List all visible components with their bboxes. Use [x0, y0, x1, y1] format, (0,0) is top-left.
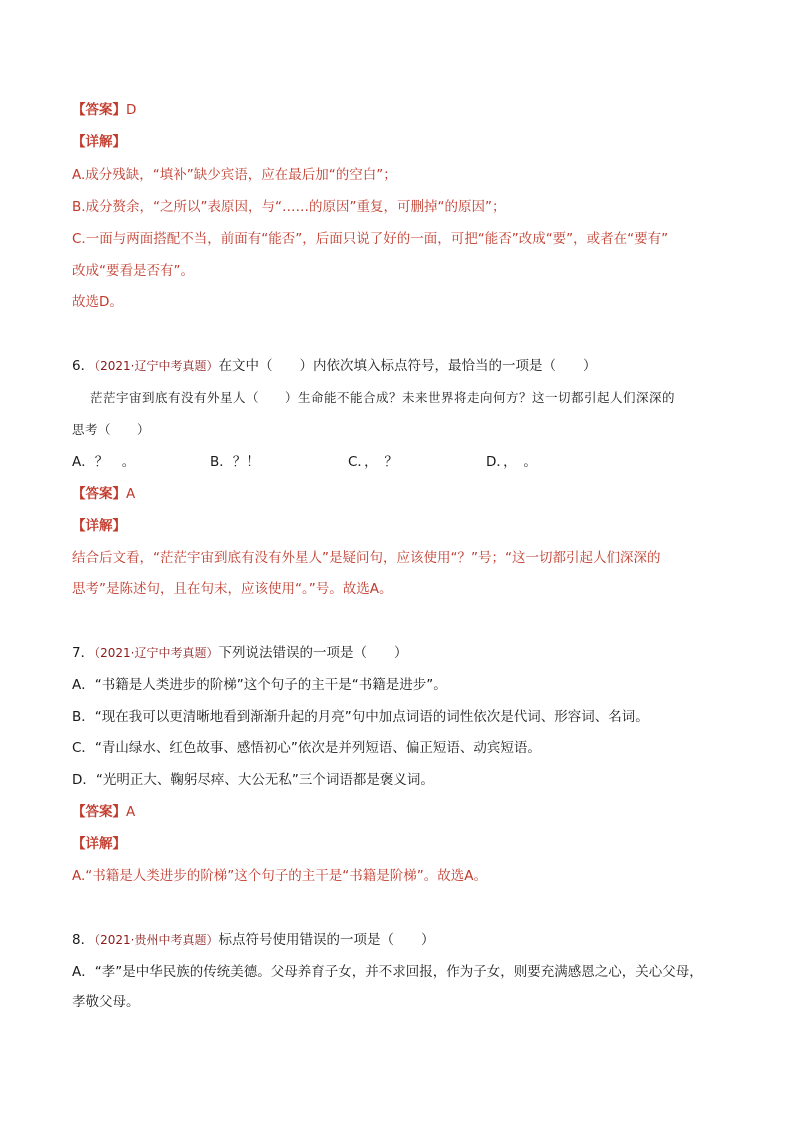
q5-detail-line: 故选D。: [72, 294, 123, 310]
answer-value: A: [126, 804, 136, 820]
q5-answer: [72, 100, 734, 120]
question-number: 6．: [72, 358, 95, 374]
answer-tag: 【答案】: [72, 804, 126, 820]
answer-tag: 【答案】: [72, 486, 126, 502]
q6-stem: [72, 356, 734, 376]
q6-detail-line: 思考”是陈述句，且在句末，应该使用“。”号。故选A。: [72, 581, 393, 597]
question-stem: 下列说法错误的一项是（ ）: [218, 645, 408, 661]
detail-tag: 【详解】: [72, 518, 126, 534]
answer-tag: 【答案】: [72, 102, 126, 118]
q5-detail-line: A.成分残缺，“填补”缺少宾语，应在最后加“的空白”；: [72, 167, 397, 183]
question-number: 8．: [72, 932, 95, 948]
answer-value: D: [126, 102, 137, 118]
option-d: D．， 。: [486, 454, 537, 470]
q8-option-a-cont: 孝敬父母。: [72, 994, 140, 1010]
q7-option-a: A．“书籍是人类进步的阶梯”这个句子的主干是“书籍是进步”。: [72, 677, 447, 693]
q6-detail-line: 结合后文看，“茫茫宇宙到底有没有外星人”是疑问句，应该使用“？”号；“这一切都引起人们深深的: [72, 550, 661, 566]
q5-detail-tag: [72, 132, 734, 152]
question-source: （2021·辽宁中考真题）: [94, 646, 219, 660]
question-number: 7．: [72, 645, 95, 661]
q5-detail-line: 改成“要看是否有”。: [72, 263, 194, 279]
detail-tag: 【详解】: [72, 836, 126, 852]
question-stem: 在文中（ ）内依次填入标点符号，最恰当的一项是（ ）: [218, 358, 597, 374]
q7-detail-line: A.“书籍是人类进步的阶梯”这个句子的主干是“书籍是阶梯”。故选A。: [72, 868, 487, 884]
q7-option-d: D．“光明正大、鞠躬尽瘁、大公无私”三个词语都是褒义词。: [72, 772, 434, 788]
q7-option-b: B．“现在我可以更清晰地看到渐渐升起的月亮”句中加点词语的词性依次是代词、形容词、名词。: [72, 709, 649, 725]
option-b: B．？！: [210, 454, 260, 470]
question-source: （2021·贵州中考真题）: [94, 933, 219, 947]
q6-quote-line: 茫茫宇宙到底有没有外星人（ ）生命能不能合成？未来世界将走向何方？这一切都引起人们深深的: [90, 390, 676, 405]
option-a: A．？ 。: [72, 454, 136, 470]
q6-quote-line: 思考（ ）: [72, 422, 151, 437]
q7-detail-tag: [72, 834, 734, 854]
q5-detail-line: C.一面与两面搭配不当，前面有“能否”，后面只说了好的一面，可把“能否”改成“要”，或者在“要有”: [72, 231, 669, 247]
q6-answer: [72, 484, 734, 504]
q6-detail-tag: [72, 516, 734, 536]
q7-stem: [72, 643, 734, 663]
answer-value: A: [126, 486, 136, 502]
question-source: （2021·辽宁中考真题）: [94, 359, 219, 373]
q7-answer: [72, 802, 734, 822]
q8-option-a: A．“孝”是中华民族的传统美德。父母养育子女，并不求回报，作为子女，则要充满感恩之心，关心父母，: [72, 964, 703, 980]
q7-option-c: C．“青山绿水、红色故事、感悟初心”依次是并列短语、偏正短语、动宾短语。: [72, 740, 541, 756]
question-stem: 标点符号使用错误的一项是（ ）: [218, 932, 435, 948]
option-c: C．， ？: [348, 454, 398, 470]
detail-tag: 【详解】: [72, 134, 126, 150]
q8-stem: [72, 930, 734, 950]
q5-detail-line: B.成分赘余，“之所以”表原因，与“……的原因”重复，可删掉“的原因”；: [72, 199, 506, 215]
